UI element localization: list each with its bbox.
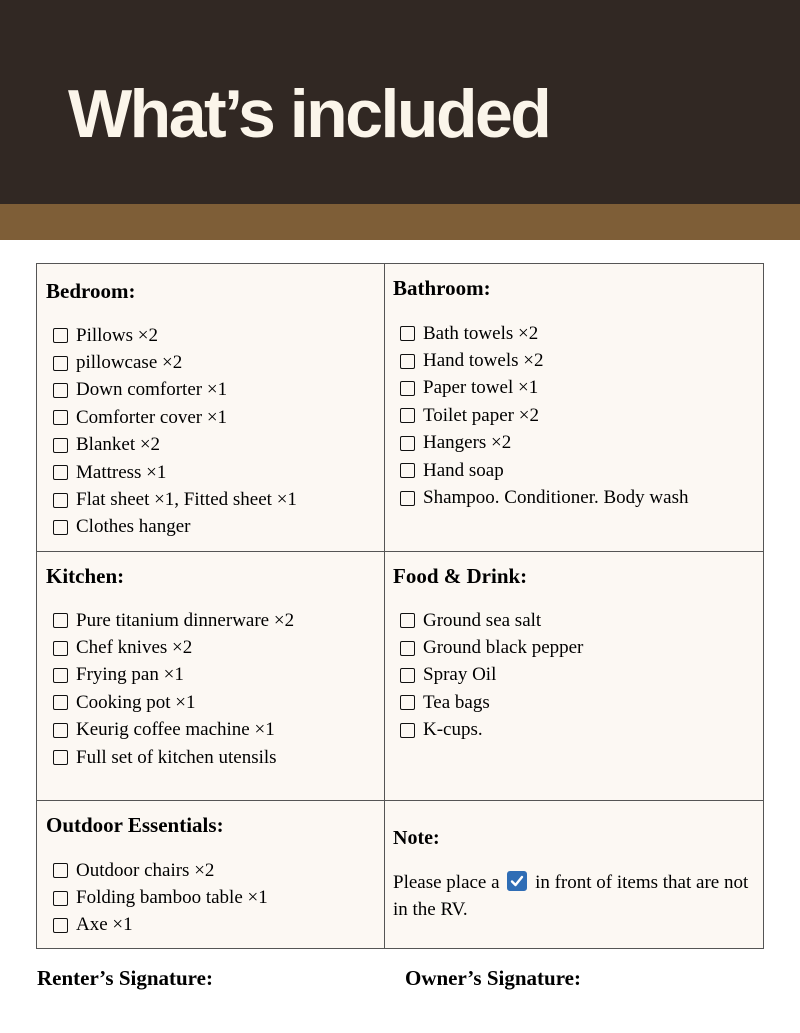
checklist-item[interactable] <box>400 689 583 716</box>
checklist-item[interactable] <box>53 912 268 939</box>
checklist-item-label: Hand towels ×2 <box>423 350 544 372</box>
empty-checkbox-icon[interactable] <box>400 695 415 710</box>
checklist-item[interactable] <box>53 689 294 716</box>
empty-checkbox-icon[interactable] <box>53 750 68 765</box>
checklist-item-label: Paper towel ×1 <box>423 377 539 399</box>
empty-checkbox-icon[interactable] <box>400 723 415 738</box>
empty-checkbox-icon[interactable] <box>53 891 68 906</box>
checklist-item[interactable] <box>53 486 297 513</box>
checklist-item[interactable] <box>53 514 297 541</box>
empty-checkbox-icon[interactable] <box>53 641 68 656</box>
checklist-item[interactable] <box>400 634 583 661</box>
checklist-item[interactable] <box>400 402 688 429</box>
checklist-item-label: Flat sheet ×1, Fitted sheet ×1 <box>76 489 297 511</box>
empty-checkbox-icon[interactable] <box>400 668 415 683</box>
checklist-item-label: Shampoo. Conditioner. Body wash <box>423 487 689 509</box>
checklist-item[interactable] <box>53 634 294 661</box>
checklist-item-label: Full set of kitchen utensils <box>76 746 277 768</box>
checklist-item-label: pillowcase ×2 <box>76 352 183 374</box>
checklist-grid <box>36 263 764 949</box>
checklist-item-label: Outdoor chairs ×2 <box>76 859 215 881</box>
checklist-item[interactable] <box>400 430 688 457</box>
checklist-item[interactable] <box>53 432 297 459</box>
checklist-item-label: Folding bamboo table ×1 <box>76 887 268 909</box>
checklist-item[interactable] <box>53 322 297 349</box>
food-drink-title: Food & Drink: <box>393 564 528 588</box>
checklist-item-label: Pure titanium dinnerware ×2 <box>76 609 295 631</box>
outdoor-list <box>53 857 268 939</box>
checked-box-icon <box>507 871 527 891</box>
checklist-item-label: Bath towels ×2 <box>423 322 539 344</box>
checklist-item-label: Hangers ×2 <box>423 432 512 454</box>
checklist-item-label: K-cups. <box>423 719 483 741</box>
checklist-item[interactable] <box>53 607 294 634</box>
food-drink-list <box>400 607 583 744</box>
empty-checkbox-icon[interactable] <box>53 613 68 628</box>
checklist-item-label: Keurig coffee machine ×1 <box>76 719 275 741</box>
checklist-item-label: Chef knives ×2 <box>76 637 193 659</box>
note-title: Note: <box>393 827 440 849</box>
empty-checkbox-icon[interactable] <box>400 354 415 369</box>
checklist-item[interactable] <box>53 717 294 744</box>
checklist-item[interactable] <box>53 857 268 884</box>
checklist-item-label: Comforter cover ×1 <box>76 406 228 428</box>
empty-checkbox-icon[interactable] <box>53 723 68 738</box>
checklist-item[interactable] <box>400 717 583 744</box>
grid-divider-row-2 <box>37 800 763 801</box>
bathroom-list <box>400 320 688 512</box>
empty-checkbox-icon[interactable] <box>53 465 68 480</box>
outdoor-title: Outdoor Essentials: <box>46 813 224 837</box>
checklist-item-label: Spray Oil <box>423 664 497 686</box>
empty-checkbox-icon[interactable] <box>53 695 68 710</box>
page-title: What’s included <box>68 76 550 152</box>
note-text <box>393 869 763 923</box>
checklist-item[interactable] <box>400 662 583 689</box>
checklist-item-label: Ground sea salt <box>423 609 542 631</box>
empty-checkbox-icon[interactable] <box>53 918 68 933</box>
checklist-item-label: Cooking pot ×1 <box>76 691 196 713</box>
page-header <box>0 0 800 204</box>
grid-divider-row-1 <box>37 551 763 552</box>
checklist-item-label: Frying pan ×1 <box>76 664 184 686</box>
empty-checkbox-icon[interactable] <box>53 383 68 398</box>
empty-checkbox-icon[interactable] <box>400 436 415 451</box>
checklist-item[interactable] <box>53 404 297 431</box>
checklist-item-label: Blanket ×2 <box>76 434 161 456</box>
renter-signature-label: Renter’s Signature: <box>37 966 213 990</box>
note-text-before: Please place a <box>393 872 500 893</box>
empty-checkbox-icon[interactable] <box>400 463 415 478</box>
checklist-item[interactable] <box>53 744 294 771</box>
checklist-item[interactable] <box>53 884 268 911</box>
kitchen-title: Kitchen: <box>46 564 125 588</box>
checklist-item-label: Clothes hanger <box>76 516 191 538</box>
owner-signature-label: Owner’s Signature: <box>405 966 581 990</box>
checklist-item[interactable] <box>400 607 583 634</box>
kitchen-list <box>53 607 294 771</box>
checklist-item-label: Hand soap <box>423 459 504 481</box>
checklist-item[interactable] <box>53 662 294 689</box>
checklist-item[interactable] <box>400 375 688 402</box>
checklist-item[interactable] <box>400 320 688 347</box>
accent-band <box>0 204 800 240</box>
empty-checkbox-icon[interactable] <box>53 410 68 425</box>
checklist-item-label: Toilet paper ×2 <box>423 404 539 426</box>
empty-checkbox-icon[interactable] <box>400 408 415 423</box>
checklist-item-label: Ground black pepper <box>423 637 584 659</box>
bedroom-title: Bedroom: <box>46 279 136 303</box>
checklist-item[interactable] <box>53 349 297 376</box>
empty-checkbox-icon[interactable] <box>53 520 68 535</box>
checklist-item-label: Mattress ×1 <box>76 461 167 483</box>
checklist-item-label: Axe ×1 <box>76 914 133 936</box>
grid-divider-vertical <box>384 264 385 948</box>
empty-checkbox-icon[interactable] <box>53 668 68 683</box>
checklist-item-label: Down comforter ×1 <box>76 379 228 401</box>
empty-checkbox-icon[interactable] <box>400 326 415 341</box>
empty-checkbox-icon[interactable] <box>400 381 415 396</box>
checklist-item[interactable] <box>53 459 297 486</box>
empty-checkbox-icon[interactable] <box>53 356 68 371</box>
empty-checkbox-icon[interactable] <box>53 438 68 453</box>
checklist-item-label: Pillows ×2 <box>76 324 158 346</box>
empty-checkbox-icon[interactable] <box>53 493 68 508</box>
note-text-after: in front of items that are not in the RV. <box>393 872 749 920</box>
checklist-item[interactable] <box>400 457 688 484</box>
checklist-item[interactable] <box>400 484 688 511</box>
empty-checkbox-icon[interactable] <box>53 863 68 878</box>
empty-checkbox-icon[interactable] <box>400 641 415 656</box>
empty-checkbox-icon[interactable] <box>400 491 415 506</box>
checklist-item[interactable] <box>400 347 688 374</box>
checklist-item[interactable] <box>53 377 297 404</box>
bedroom-list <box>53 322 297 541</box>
checklist-item-label: Tea bags <box>423 691 490 713</box>
bathroom-title: Bathroom: <box>393 276 491 300</box>
empty-checkbox-icon[interactable] <box>400 613 415 628</box>
empty-checkbox-icon[interactable] <box>53 328 68 343</box>
